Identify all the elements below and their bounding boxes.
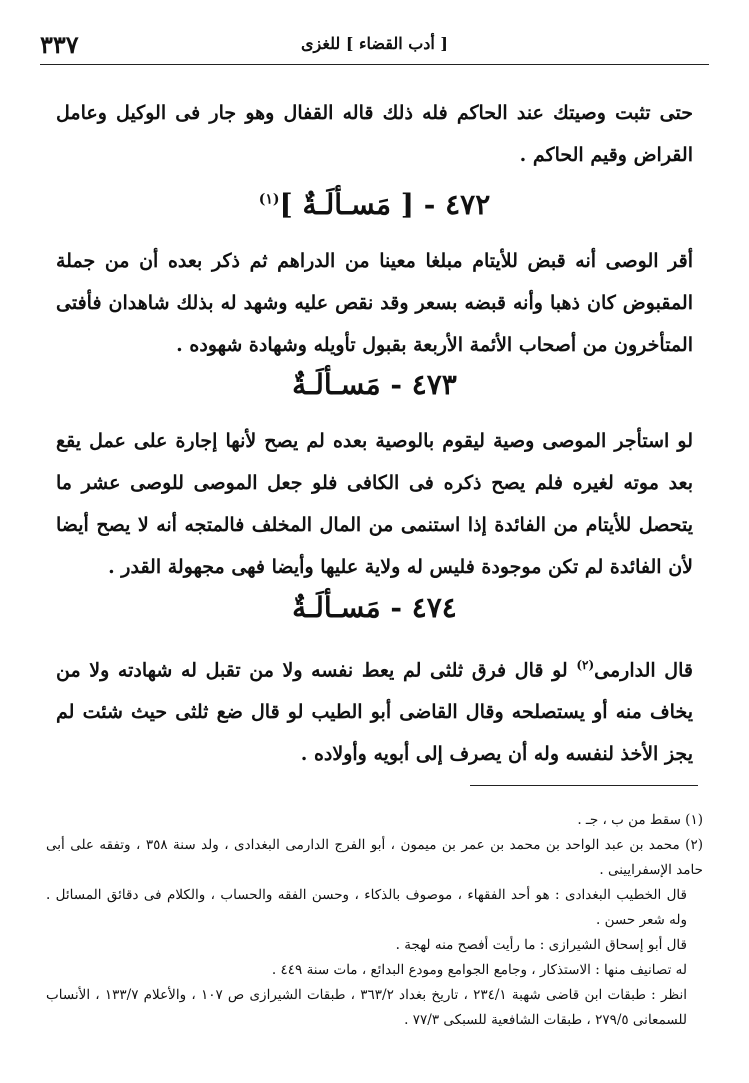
paragraph-2 [56,240,693,366]
footnote-marker-1: (١) [258,191,280,208]
paragraph-3-text: لو استأجر الموصى وصية ليقوم بالوصية بعده لم يصح لأنها إجارة على عمل يقع بعد موته لغيره فلم يصح ذكره فى الكافى فلو جعل الموصى للوصى عشر ما يتحصل للأيتام من الفائدة إذا استنمى من المال المخلف فالمتجه أنه لا يصح أيضا لأن الفائدة لم تكن موجودة فليس له ولاية عليها وأيضا فهى مجهولة القدر . [56,430,694,578]
footnote-1: (١) سقط من ب ، جـ . [577,812,703,828]
paragraph-4-text-b: لو قال فرق ثلثى لم يعط نفسه ولا من تقبل له شهادته ولا من يخاف منه أو يستصلحه وقال القاضى أبو الطيب لو قال ضع ثلثى حيث شئت لم يجز الأخذ لنفسه وله أن يصرف إلى أبويه وأولاده . [56,659,693,766]
footnote-2: (٢) محمد بن عبد الواحد بن محمد بن عمر بن ميمون ، أبو الفرج الدارمى البغدادى ، ولد سنة ٣٥٨ ، وتفقه على أبى حامد الإسفرايينى . [46,837,703,878]
paragraph-3 [56,420,693,588]
footnote-marker-2: (٢) [576,658,595,672]
paragraph-2-text: أقر الوصى أنه قبض للأيتام مبلغا معينا من الدراهم ثم ذكر بعده أن من جملة المقبوض كان ذهبا وأنه قبضه بسعر وقد نقص عليه وشهد له بذلك شاهدان فأفتى المتأخرون من أصحاب الأئمة الأربعة بقبول تأويله وشهادة شهوده . [56,250,693,356]
footnote-divider [470,785,698,786]
running-title: [ أدب القضاء ] للغزى [301,34,448,53]
issue-heading-473-text: ٤٧٣ - مَسـألَـةٌ [292,368,457,401]
footnotes [46,808,703,1033]
footnote-2-note-khatib: قال الخطيب البغدادى : هو أحد الفقهاء ، موصوف بالذكاء ، وحسن الفقه والحساب ، والكلام فى دقائق المسائل . وله شعر حسن . [46,887,687,928]
paragraph-4-text-a: قال الدارمى [594,659,693,682]
issue-heading-474 [0,591,749,624]
paragraph-1 [56,92,693,176]
page-header [40,28,709,65]
issue-heading-473 [0,368,749,401]
footnote-2-note-shirazi: قال أبو إسحاق الشيرازى : ما رأيت أفصح منه لهجة . [395,937,687,953]
issue-heading-472 [0,188,749,221]
footnote-2-note-sources: انظر : طبقات ابن قاضى شهبة ٢٣٤/١ ، تاريخ بغداد ٣٦٣/٢ ، طبقات الشيرازى ص ١٠٧ ، والأعلام ١٣٣/٧ ، الأنساب للسمعانى ٢٧٩/٥ ، طبقات الشافعية للسبكى ٧٧/٣ . [46,987,687,1028]
page-number: ٣٣٧ [40,30,79,59]
issue-heading-472-text: ٤٧٢ - [ مَسـألَـةٌ ] [279,188,491,221]
paragraph-1-text: حتى تثبت وصيتك عند الحاكم فله ذلك قاله القفال وهو جار فى الوكيل وعامل القراض وقيم الحاكم . [56,102,693,166]
paragraph-4 [56,644,693,775]
footnote-2-note-works: له تصانيف منها : الاستذكار ، وجامع الجوامع ومودع البدائع ، مات سنة ٤٤٩ . [271,962,687,978]
issue-heading-474-text: ٤٧٤ - مَسـألَـةٌ [292,591,457,624]
